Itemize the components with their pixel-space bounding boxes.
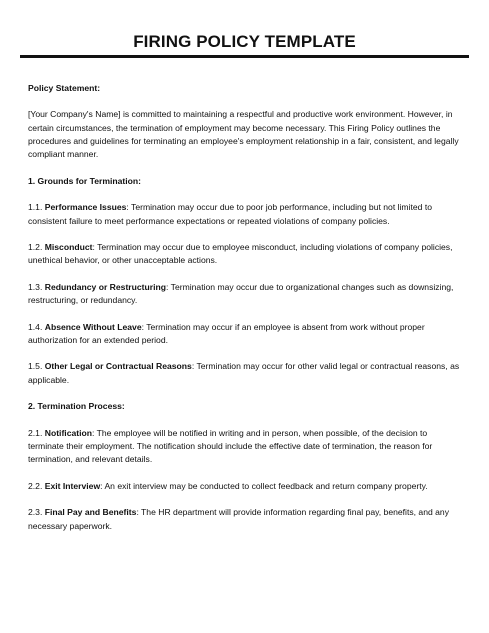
title-divider <box>20 55 469 58</box>
item-number: 1.3. <box>28 281 43 292</box>
item-text: : Termination may occur for other valid legal or contractual reasons, as applicable. <box>28 361 460 385</box>
item-term: Absence Without Leave <box>44 321 142 332</box>
item-text: : Termination may occur if an employee is absent from work without proper authorization for an extended period. <box>28 321 425 345</box>
item-number: 1.4. <box>28 321 43 332</box>
item-number: 2.2. <box>28 480 43 491</box>
section-1-item-1 <box>28 201 462 228</box>
item-number: 1.2. <box>28 242 43 253</box>
document-title: FIRING POLICY TEMPLATE <box>133 32 356 51</box>
section-1-item-4 <box>28 321 462 348</box>
item-text: : The employee will be notified in writing and in person, when possible, of the decision to terminate their employment. The notification should include the effective date of termination, the reason for termination, and relevant details. <box>28 427 433 465</box>
item-text: : Termination may occur due to organizational changes such as downsizing, restructuring, or redundancy. <box>28 281 454 306</box>
section-2-item-3 <box>28 506 462 533</box>
item-number: 2.3. <box>28 507 43 518</box>
section-2-heading: 2. Termination Process: <box>28 401 125 412</box>
policy-statement-heading: Policy Statement: <box>28 83 101 93</box>
section-1-item-5 <box>28 360 462 387</box>
section-1-heading: 1. Grounds for Termination: <box>28 175 141 186</box>
section-1-item-2 <box>28 241 462 268</box>
intro-paragraph: [Your Company's Name] is committed to maintaining a respectful and productive work environment. However, in certain circumstances, the termination of employment may become necessary. This Firing Policy outlines the procedures and guidelines for terminating an employee's employment relationship in a fair, consistent, and legally compliant manner. <box>28 109 459 160</box>
item-text: : An exit interview may be conducted to collect feedback and return company property. <box>100 480 428 491</box>
item-text: : Termination may occur due to employee misconduct, including violations of company policies, unethical behavior, or other unacceptable actions. <box>28 242 453 266</box>
item-term: Final Pay and Benefits <box>44 507 137 518</box>
item-text: : The HR department will provide information regarding final pay, benefits, and any necessary paperwork. <box>28 507 450 531</box>
item-term: Redundancy or Restructuring <box>44 281 167 292</box>
section-1-item-3 <box>28 281 462 308</box>
item-term: Misconduct <box>44 242 93 253</box>
item-term: Performance Issues <box>44 202 127 213</box>
item-number: 1.5. <box>28 361 43 372</box>
section-2-item-2 <box>28 480 462 493</box>
item-term: Other Legal or Contractual Reasons <box>44 361 192 372</box>
section-2-item-1 <box>28 427 462 467</box>
item-number: 1.1. <box>28 202 43 213</box>
item-term: Notification <box>44 427 92 438</box>
document-body <box>28 82 462 546</box>
item-text: : Termination may occur due to poor job performance, including but not limited to consistent failure to meet performance expectations or repeated violations of company policies. <box>28 202 432 226</box>
item-number: 2.1. <box>28 427 43 438</box>
item-term: Exit Interview <box>44 480 101 491</box>
